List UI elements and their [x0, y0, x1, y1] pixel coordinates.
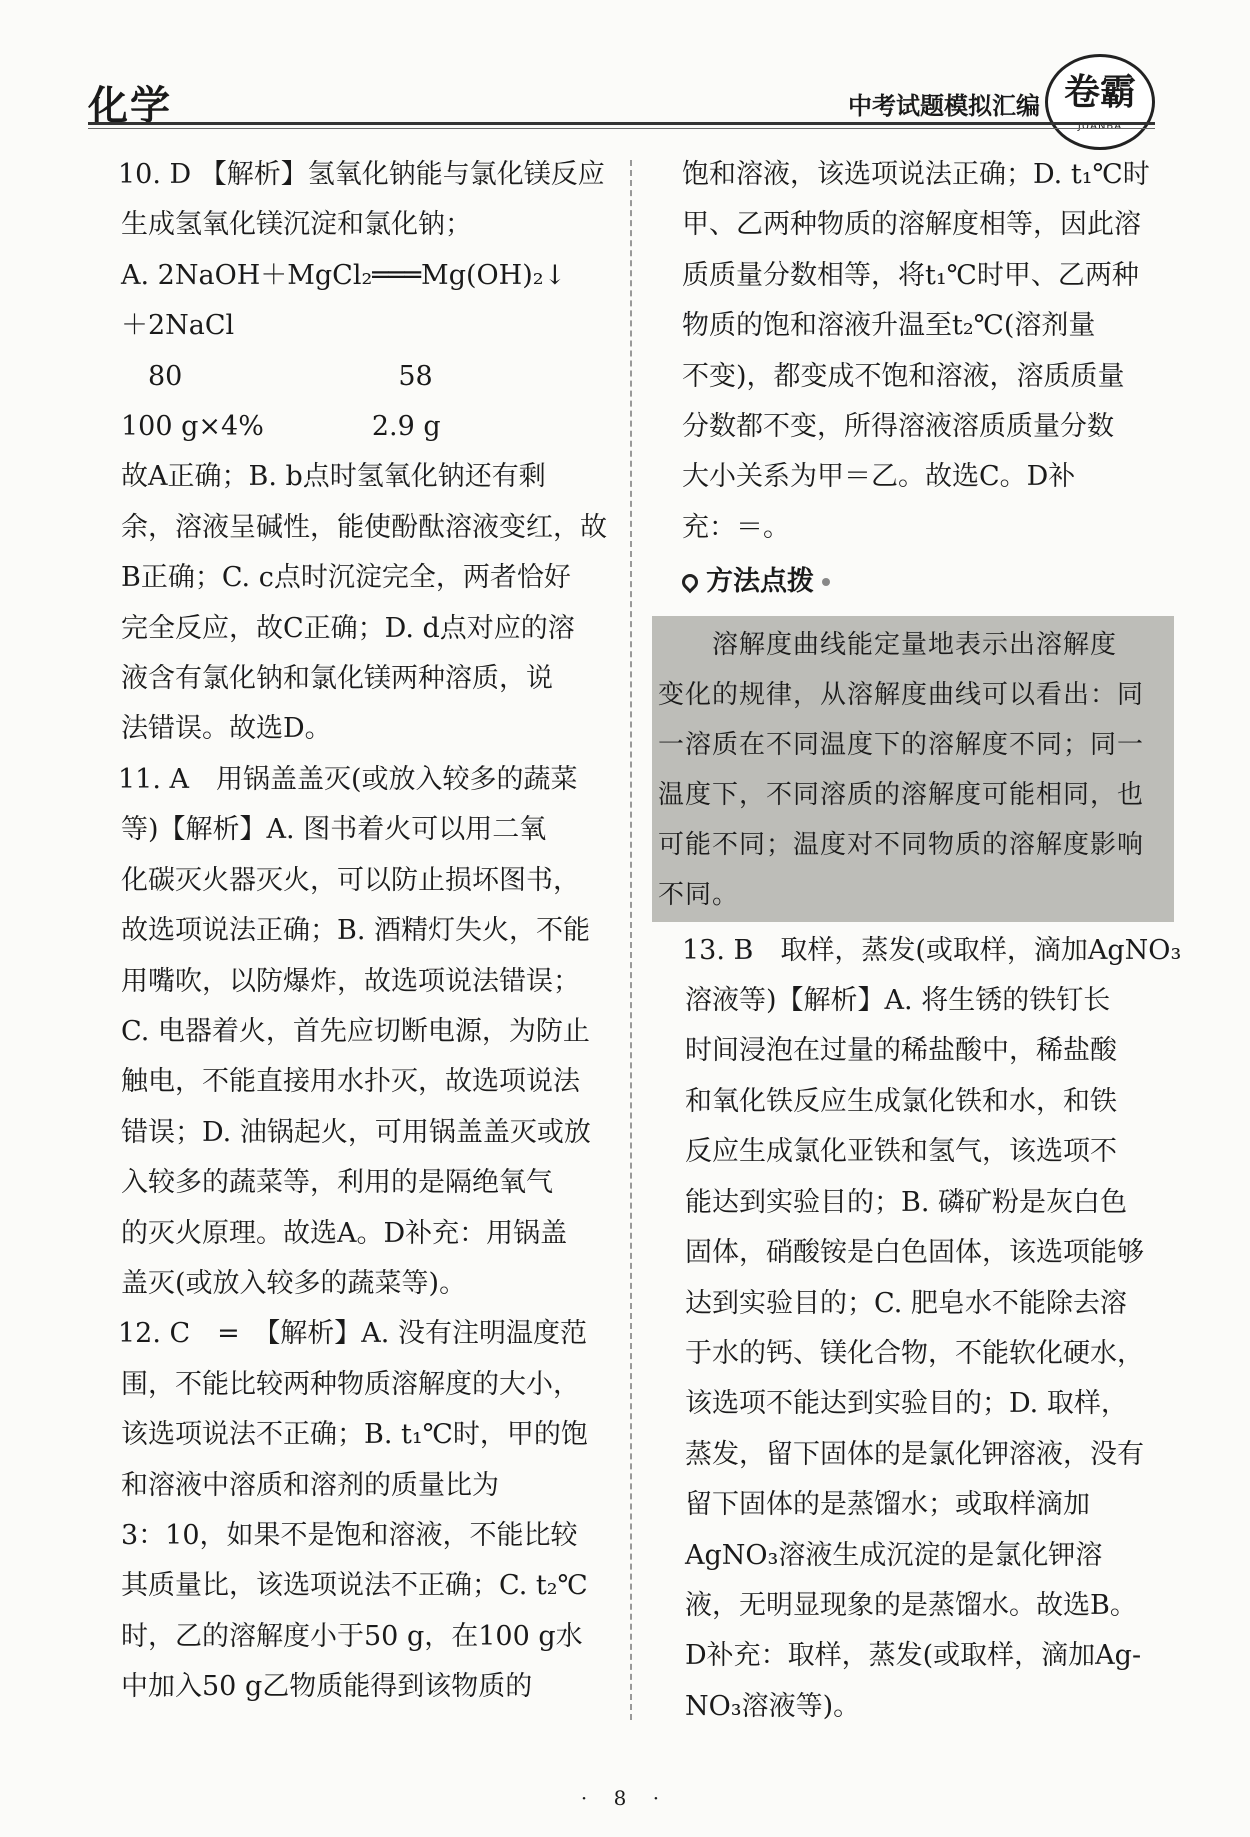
answer-10-mass-values: 100 g×4% 2.9 g: [121, 411, 441, 443]
map-pin-icon: [679, 571, 702, 594]
tip-line-2: 变化的规律，从溶解度曲线可以看出：同: [658, 679, 1145, 710]
answer-12-cont-line-6: 分数都不变，所得溶液溶质质量分数: [682, 411, 1114, 443]
answer-13-line-10: 该选项不能达到实验目的；D. 取样，: [685, 1388, 1128, 1420]
answer-13-line-14: 液，无明显现象的是蒸馏水。故选B。: [685, 1589, 1137, 1621]
answer-13-line-6: 能达到实验目的；B. 磷矿粉是灰白色: [685, 1186, 1128, 1218]
answer-13-line-1: 13. B 取样，蒸发(或取样，滴加AgNO₃: [682, 934, 1182, 966]
answer-12-cont-line-2: 甲、乙两种物质的溶解度相等，因此溶: [682, 209, 1141, 241]
answer-13-line-3: 时间浸泡在过量的稀盐酸中，稀盐酸: [685, 1035, 1117, 1067]
header-rule-thin: [88, 128, 1155, 129]
answer-13-line-4: 和氧化铁反应生成氯化铁和水，和铁: [685, 1085, 1117, 1117]
answer-13-line-7: 固体，硝酸铵是白色固体，该选项能够: [685, 1237, 1144, 1269]
tip-line-4: 温度下，不同溶质的溶解度可能相同，也: [658, 779, 1145, 810]
answer-11-line-2: 等)【解析】A. 图书着火可以用二氧: [121, 814, 547, 846]
left-column: [118, 150, 607, 1713]
answer-10-molar-mass: 80 58: [121, 360, 433, 392]
tip-line-3: 一溶质在不同温度下的溶解度不同；同一: [658, 729, 1145, 760]
answer-10-line-12: 法错误。故选D。: [121, 713, 332, 745]
answer-10-equation: A. 2NaOH＋MgCl₂═══Mg(OH)₂↓: [121, 259, 567, 291]
answer-12-line-4: 和溶液中溶质和溶剂的质量比为: [121, 1469, 499, 1501]
answer-11-line-3: 化碳灭火器灭火，可以防止损坏图书，: [121, 864, 580, 896]
answer-11-line-11: 盖灭(或放入较多的蔬菜等)。: [121, 1267, 467, 1299]
answer-13-line-5: 反应生成氯化亚铁和氢气，该选项不: [685, 1136, 1117, 1168]
answer-10-line-7: 故A正确；B. b点时氢氧化钠还有剩: [121, 461, 546, 493]
brand-logo-subtext: JUANBA: [1077, 121, 1123, 132]
tip-line-6: 不同。: [658, 879, 740, 910]
tip-line-1: 溶解度曲线能定量地表示出溶解度: [658, 629, 1118, 660]
answer-12-line-7: 时，乙的溶解度小于50 g，在100 g水: [121, 1620, 583, 1652]
answer-10-line-11: 液含有氯化钠和氯化镁两种溶质，说: [121, 663, 553, 695]
method-tip-heading: [682, 557, 1160, 607]
series-title: 中考试题模拟汇编: [848, 92, 1040, 120]
answer-11-line-8: 错误；D. 油锅起火，可用锅盖盖灭或放: [121, 1116, 591, 1148]
subject-title: 化学: [88, 83, 172, 129]
answer-12-line-8: 中加入50 g乙物质能得到该物质的: [121, 1671, 533, 1703]
answer-13-line-12: 留下固体的是蒸馏水；或取样滴加: [685, 1489, 1090, 1521]
answer-12-cont-line-3: 质质量分数相等，将t₁℃时甲、乙两种: [682, 259, 1139, 291]
answer-11-line-4: 故选项说法正确；B. 酒精灯失火，不能: [121, 915, 591, 947]
brand-logo-text: 卷霸: [1063, 72, 1136, 113]
page-header: [0, 0, 1250, 130]
answer-12-line-5: 3：10，如果不是饱和溶液，不能比较: [121, 1519, 578, 1551]
answer-10-line-10: 完全反应，故C正确；D. d点对应的溶: [121, 612, 575, 644]
answer-10-line-1: 10. D 【解析】氢氧化钠能与氯化镁反应: [118, 159, 605, 190]
tip-line-5: 可能不同；温度对不同物质的溶解度影响: [658, 829, 1145, 860]
answer-13-line-11: 蒸发，留下固体的是氯化钾溶液，没有: [685, 1438, 1144, 1470]
method-tip-box: [652, 616, 1174, 922]
method-tip-title: 方法点拨: [706, 566, 814, 598]
answer-12-line-3: 该选项说法不正确；B. t₁℃时，甲的饱: [121, 1419, 588, 1451]
answer-11-line-6: C. 电器着火，首先应切断电源，为防止: [121, 1015, 590, 1047]
right-column: [658, 150, 1182, 1732]
answer-11-line-9: 入较多的蔬菜等，利用的是隔绝氧气: [121, 1167, 553, 1199]
answer-13-line-9: 于水的钙、镁化合物，不能软化硬水，: [685, 1337, 1144, 1369]
answer-13-line-8: 达到实验目的；C. 肥皂水不能除去溶: [685, 1287, 1127, 1319]
answer-10-equation-cont: ＋2NaCl: [121, 310, 235, 342]
answer-11-line-1: 11. A 用锅盖盖灭(或放入较多的蔬菜: [118, 763, 578, 795]
answer-13-line-16: NO₃溶液等)。: [685, 1690, 861, 1722]
page-number: · 8 ·: [580, 1786, 670, 1810]
column-divider: [630, 160, 632, 1720]
bullet-dot-icon: [822, 578, 830, 586]
answer-11-line-5: 用嘴吹，以防爆炸，故选项说法错误；: [121, 965, 580, 997]
answer-11-line-7: 触电，不能直接用水扑灭，故选项说法: [121, 1066, 580, 1098]
answer-12-line-6: 其质量比，该选项说法不正确；C. t₂℃: [121, 1570, 588, 1602]
answer-12-cont-line-1: 饱和溶液，该选项说法正确；D. t₁℃时: [682, 159, 1150, 190]
answer-10-line-8: 余，溶液呈碱性，能使酚酞溶液变红，故: [121, 511, 607, 543]
answer-12-line-1: 12. C = 【解析】A. 没有注明温度范: [118, 1318, 587, 1350]
answer-12-cont-line-7: 大小关系为甲＝乙。故选C。D补: [682, 461, 1076, 493]
answer-10-line-2: 生成氢氧化镁沉淀和氯化钠；: [121, 209, 472, 241]
answer-13-line-2: 溶液等)【解析】A. 将生锈的铁钉长: [685, 985, 1111, 1017]
brand-logo: [1045, 54, 1155, 150]
answer-11-line-10: 的灭火原理。故选A。D补充：用锅盖: [121, 1217, 568, 1249]
header-rule: [88, 122, 1155, 125]
answer-13-line-13: AgNO₃溶液生成沉淀的是氯化钾溶: [685, 1539, 1103, 1571]
answer-10-line-9: B正确；C. c点时沉淀完全，两者恰好: [121, 562, 571, 594]
answer-12-cont-line-5: 不变)，都变成不饱和溶液，溶质质量: [682, 360, 1125, 392]
answer-12-cont-line-4: 物质的饱和溶液升温至t₂℃(溶剂量: [682, 310, 1096, 342]
answer-12-line-2: 围，不能比较两种物质溶解度的大小，: [121, 1368, 580, 1400]
answer-12-cont-line-8: 充：＝。: [682, 511, 790, 543]
answer-13-line-15: D补充：取样，蒸发(或取样，滴加Ag-: [685, 1640, 1142, 1672]
